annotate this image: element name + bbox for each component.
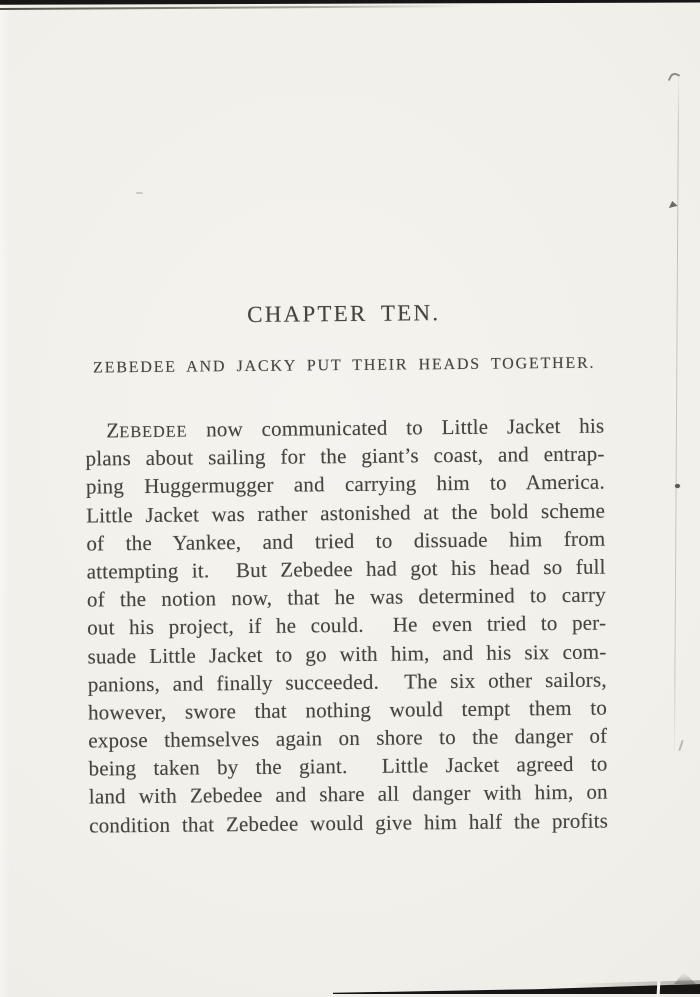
paragraph-line: ping Huggermugger and carrying him to America. [85, 469, 605, 499]
paragraph-line: Little Jacket was rather astonished at the bold scheme [86, 498, 606, 528]
paragraph-line: panions, and finally succeeded. The six other sailors, [87, 667, 607, 697]
first-line-text: now communicated to Little Jacket his [206, 413, 605, 442]
lead-small-caps: EBEDEE [119, 421, 188, 442]
paragraph-line: suade Little Jacket to go with him, and his six com- [87, 639, 607, 669]
lead-initial: Z [106, 418, 120, 443]
paragraph-lines [85, 440, 608, 840]
chapter-subtitle: ZEBEDEE AND JACKY PUT THEIR HEADS TOGETHER. [93, 354, 596, 377]
paragraph-line: expose themselves again on shore to the danger of [88, 723, 608, 753]
paragraph-line: land with Zebedee and share all danger with him, on [88, 779, 608, 809]
paragraph-line: however, swore that nothing would tempt them to [87, 695, 608, 725]
paragraph-line: plans about sailing for the giant’s coast, and entrap- [85, 441, 605, 471]
body-paragraph [85, 412, 608, 840]
speck-dot [675, 484, 680, 488]
paragraph-line: out his project, if he could. He even tried to per- [87, 610, 607, 640]
paragraph-line: of the notion now, that he was determined to carry [86, 582, 607, 612]
lead-word-zebedee [106, 418, 187, 443]
paragraph-line: attempting it. But Zebedee had got his head so full [86, 554, 606, 584]
chapter-heading: CHAPTER TEN. [247, 300, 441, 327]
speck-faint-dash [136, 192, 143, 194]
paragraph-line: condition that Zebedee would give him half the profits [89, 808, 609, 838]
paragraph-line: being taken by the giant. Little Jacket agreed to [88, 751, 608, 781]
paragraph-line: of the Yankee, and tried to dissuade him from [86, 526, 606, 556]
